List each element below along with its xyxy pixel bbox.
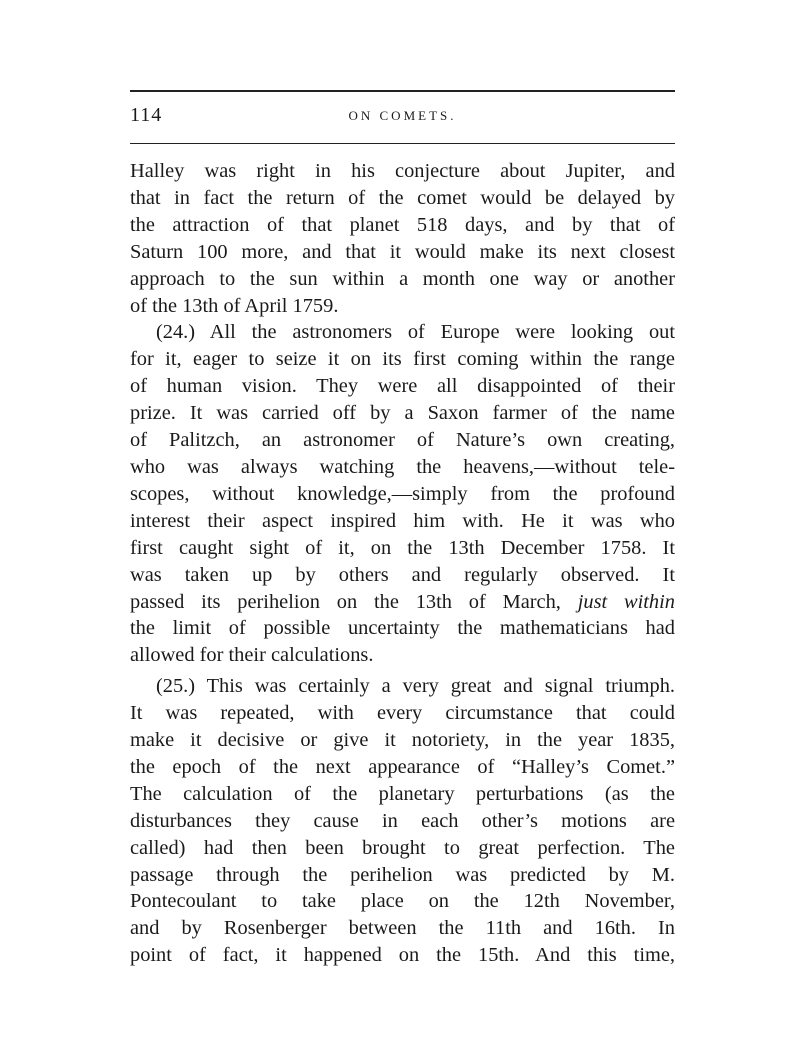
text-line: (24.) All the astronomers of Europe were looking out: [156, 321, 675, 344]
page-number: 114: [130, 104, 163, 126]
text-line: that in fact the return of the comet would be delayed by: [130, 186, 675, 209]
running-head: ON COMETS.: [348, 108, 457, 123]
text-line: who was always watching the heavens,—without tele-: [130, 455, 675, 478]
body-text: [130, 158, 675, 969]
text-line: first caught sight of it, on the 13th December 1758. It: [130, 536, 675, 559]
text-line: of the 13th of April 1759.: [130, 294, 339, 317]
text-line: and by Rosenberger between the 11th and 16th. In: [130, 917, 675, 940]
text-line: the limit of possible uncertainty the mathematicians had: [130, 617, 675, 640]
text-line: passage through the perihelion was predicted by M.: [130, 863, 675, 886]
paragraph-3: [130, 673, 675, 969]
text-line: approach to the sun within a month one way or another: [130, 267, 675, 290]
paragraph-1: [130, 158, 675, 319]
page-header: [130, 104, 675, 132]
text-line: for it, eager to seize it on its first coming within the range: [130, 348, 675, 371]
text-line: prize. It was carried off by a Saxon farmer of the name: [130, 402, 675, 425]
text-line: Saturn 100 more, and that it would make its next closest: [130, 240, 675, 263]
text-line: point of fact, it happened on the 15th. And this time,: [130, 944, 675, 967]
text-line: Pontecoulant to take place on the 12th November,: [130, 890, 675, 913]
text-line: called) had then been brought to great perfection. The: [130, 836, 675, 859]
text-line: Halley was right in his conjecture about Jupiter, and: [130, 160, 675, 182]
paragraph-2: [130, 319, 675, 669]
text-line: allowed for their calculations.: [130, 644, 374, 667]
text-line: It was repeated, with every circumstance that could: [130, 702, 675, 725]
text-line: scopes, without knowledge,—simply from the profound: [130, 482, 675, 505]
header-top-rule: [130, 90, 675, 92]
text-line: of human vision. They were all disappointed of their: [130, 375, 675, 398]
text-line: the attraction of that planet 518 days, and by that of: [130, 213, 675, 236]
text-line-with-italic: [130, 589, 675, 616]
text-line: of Palitzch, an astronomer of Nature’s own creating,: [130, 429, 675, 452]
italic-phrase: just within: [577, 590, 675, 613]
text-line: (25.) This was certainly a very great and signal triumph.: [156, 675, 675, 698]
text-segment: passed its perihelion on the 13th of March,: [130, 590, 561, 613]
text-line: The calculation of the planetary perturbations (as the: [130, 782, 675, 805]
text-line: was taken up by others and regularly observed. It: [130, 563, 675, 586]
text-line: disturbances they cause in each other’s motions are: [130, 809, 675, 832]
text-line: make it decisive or give it notoriety, in the year 1835,: [130, 729, 675, 752]
text-line: the epoch of the next appearance of “Halley’s Comet.”: [130, 755, 675, 778]
text-line: interest their aspect inspired him with. He it was who: [130, 509, 675, 532]
header-bottom-rule: [130, 143, 675, 144]
